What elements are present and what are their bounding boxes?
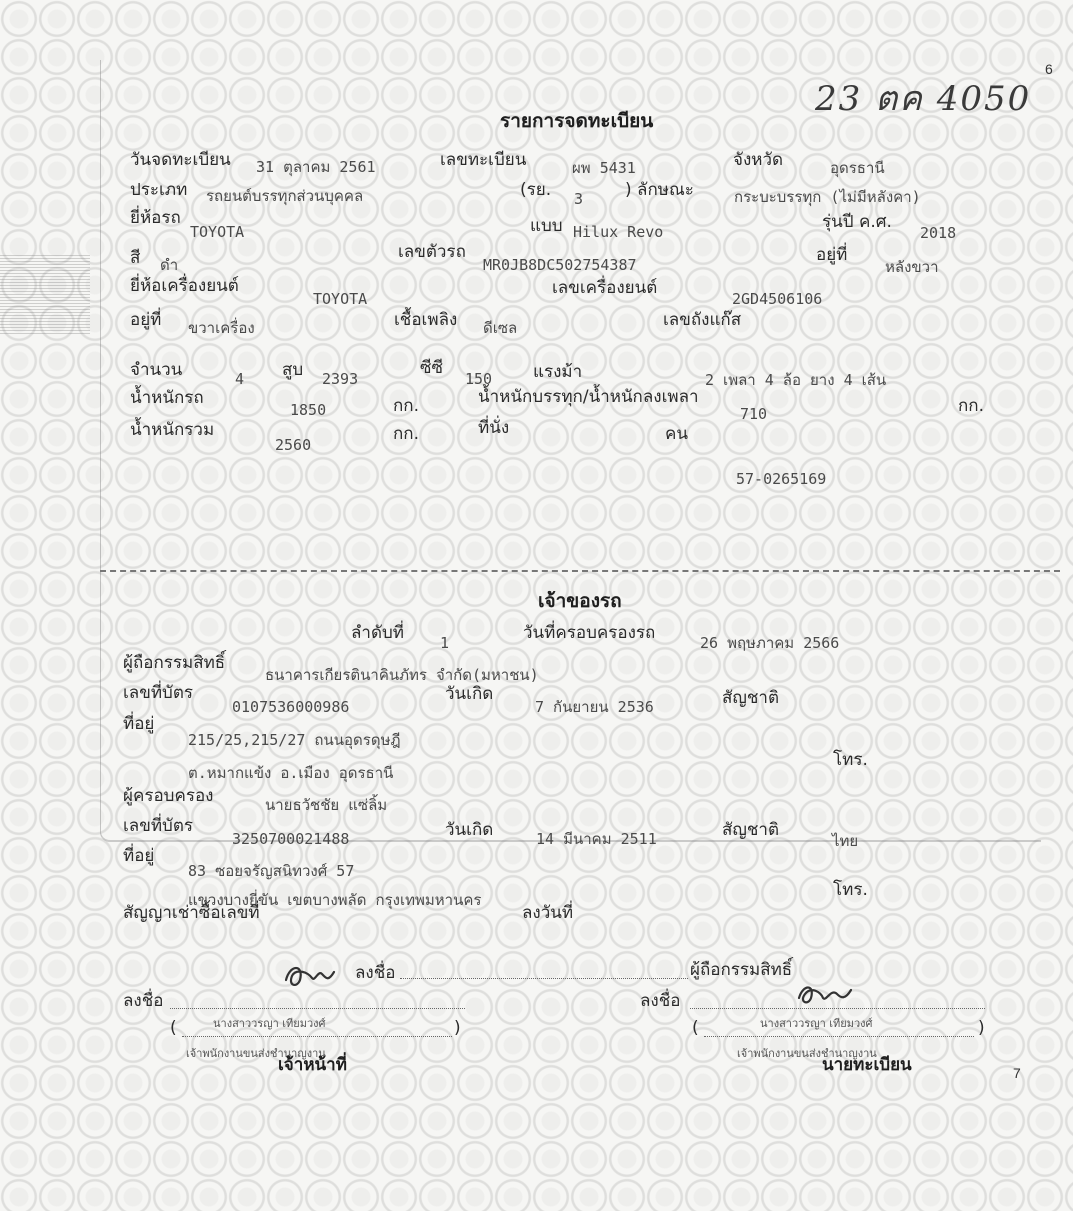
- year-value: 2018: [920, 224, 957, 242]
- holder-tel-label: โทร.: [833, 750, 868, 770]
- cylinder-value: 2393: [322, 370, 359, 388]
- holder-signature-mark: [282, 958, 344, 992]
- engine-number-value: 2GD4506106: [732, 290, 823, 308]
- weight-label: น้ำหนักรถ: [130, 388, 204, 408]
- type-label: ประเภท: [130, 180, 188, 200]
- ry-label: (รย.: [520, 180, 552, 200]
- color-value: ดำ: [160, 256, 179, 274]
- holder-id-value: 0107536000986: [232, 698, 350, 716]
- owner-heading: เจ้าของรถ: [538, 590, 622, 612]
- lease-date-label: ลงวันที่: [522, 903, 574, 923]
- holder-address-label: ที่อยู่: [123, 714, 155, 734]
- officer-name-line: [182, 1036, 452, 1037]
- possessor-address-line2: แขวงบางยี่ขัน เขตบางพลัด กรุงเทพมหานคร: [188, 891, 482, 909]
- model-label: แบบ: [530, 216, 563, 236]
- weight-unit: กก.: [393, 396, 419, 416]
- year-label: รุ่นปี ค.ศ.: [822, 212, 892, 232]
- holder-dob-value: 7 กันยายน 2536: [535, 698, 654, 716]
- lease-number-label: สัญญาเช่าซื้อเลขที่: [123, 903, 260, 923]
- possessor-id-label: เลขที่บัตร: [123, 816, 194, 836]
- cc-label: ซีซี: [420, 358, 444, 378]
- fuel-label: เชื้อเพลิง: [394, 310, 458, 330]
- gross-weight-label: น้ำหนักรวม: [130, 420, 215, 440]
- payload-unit: กก.: [958, 396, 984, 416]
- handwritten-date: 23 ตค 4050: [815, 79, 1032, 119]
- vin-value: MR0JB8DC502754387: [483, 256, 637, 274]
- possessor-label: ผู้ครอบครอง: [123, 786, 214, 806]
- style-label: ) ลักษณะ: [625, 180, 694, 200]
- possessor-dob-label: วันเกิด: [445, 820, 494, 840]
- holder-address-line1: 215/25,215/27 ถนนอุดรดุษฎี: [188, 731, 401, 749]
- province-value: อุดรธานี: [830, 159, 885, 177]
- officer-position: เจ้าพนักงานขนส่งชำนาญงาน: [186, 1047, 326, 1060]
- order-label: ลำดับที่: [351, 623, 405, 643]
- plate-value: ผพ 5431: [572, 159, 636, 177]
- province-label: จังหวัด: [733, 150, 784, 170]
- registrar-name-line: [704, 1036, 974, 1037]
- holder-sign-label: ลงชื่อ: [355, 963, 396, 983]
- style-value: กระบะบรรทุก (ไม่มีหลังคา): [734, 188, 921, 206]
- seats-unit: คน: [665, 424, 688, 444]
- order-value: 1: [440, 634, 450, 652]
- holder-dob-label: วันเกิด: [445, 684, 494, 704]
- model-value: Hilux Revo: [573, 223, 664, 241]
- engine-number-label: เลขเครื่องยนต์: [552, 278, 658, 298]
- engine-location-value: ขวาเครื่อง: [188, 319, 255, 337]
- type-value: รถยนต์บรรทุกส่วนบุคคล: [206, 187, 364, 205]
- plate-label: เลขทะเบียน: [440, 150, 527, 170]
- officer-sign-line: [170, 1008, 465, 1009]
- registrar-name-paren-close: ): [978, 1018, 985, 1038]
- officer-name-paren-close: ): [454, 1018, 461, 1038]
- holder-value: ธนาคารเกียรตินาคินภัทร จำกัด(มหาชน): [265, 666, 539, 684]
- document-serial: 57-0265169: [736, 470, 827, 488]
- registrar-signature-mark: [793, 978, 857, 1008]
- registrar-name-paren-open: (: [692, 1018, 699, 1038]
- possessor-dob-value: 14 มีนาคม 2511: [536, 830, 657, 848]
- gross-weight-value: 2560: [275, 436, 312, 454]
- page-number-bottom: 7: [1013, 1065, 1021, 1081]
- holder-id-label: เลขที่บัตร: [123, 683, 194, 703]
- engine-brand-label: ยี่ห้อเครื่องยนต์: [130, 276, 239, 296]
- registrar-role: นายทะเบียน: [822, 1055, 912, 1075]
- officer-name: นางสาววรญา เทียมวงศ์: [213, 1017, 326, 1030]
- holder-address-line2: ต.หมากแข้ง อ.เมือง อุดรธานี: [188, 764, 394, 782]
- officer-sign-label: ลงชื่อ: [123, 991, 164, 1011]
- reg-date-label: วันจดทะเบียน: [130, 150, 231, 170]
- possession-date-label: วันที่ครอบครองรถ: [523, 623, 656, 643]
- vin-label: เลขตัวรถ: [398, 242, 466, 262]
- page-number-top: 6: [1045, 61, 1053, 77]
- officer-role: เจ้าหน้าที่: [278, 1055, 347, 1075]
- payload-label: น้ำหนักบรรทุก/น้ำหนักลงเพลา: [478, 387, 699, 407]
- possessor-address-line1: 83 ซอยจรัญสนิทวงศ์ 57: [188, 862, 355, 880]
- holder-sign-line: [400, 978, 688, 979]
- color-label: สี: [130, 248, 141, 268]
- brand-value: TOYOTA: [190, 223, 245, 241]
- engine-brand-value: TOYOTA: [313, 290, 368, 308]
- holder-sign-role: ผู้ถือกรรมสิทธิ์: [690, 960, 793, 980]
- weight-value: 1850: [290, 401, 327, 419]
- gas-tank-label: เลขถังแก๊ส: [663, 310, 742, 330]
- cc-value: 150: [465, 370, 493, 388]
- gross-weight-unit: กก.: [393, 424, 419, 444]
- registrar-position: เจ้าพนักงานขนส่งชำนาญงาน: [737, 1047, 877, 1060]
- registrar-sign-label: ลงชื่อ: [640, 991, 681, 1011]
- possessor-id-value: 3250700021488: [232, 830, 350, 848]
- cylinder-label: สูบ: [282, 360, 304, 380]
- horsepower-label: แรงม้า: [533, 362, 583, 382]
- holder-nationality-label: สัญชาติ: [722, 688, 779, 708]
- count-label: จำนวน: [130, 360, 183, 380]
- seats-label: ที่นั่ง: [478, 418, 510, 438]
- scan-lines: [0, 255, 90, 335]
- possession-date-value: 26 พฤษภาคม 2566: [700, 634, 840, 652]
- payload-value: 710: [740, 405, 768, 423]
- officer-name-paren-open: (: [170, 1018, 177, 1038]
- vin-location-value: หลังขวา: [885, 258, 939, 276]
- page-frame: [100, 60, 1041, 842]
- ry-value: 3: [574, 190, 584, 208]
- registration-heading: รายการจดทะเบียน: [500, 110, 654, 132]
- section-divider: [100, 570, 1060, 572]
- possessor-tel-label: โทร.: [833, 880, 868, 900]
- holder-label: ผู้ถือกรรมสิทธิ์: [123, 653, 226, 673]
- possessor-address-label: ที่อยู่: [123, 846, 155, 866]
- possessor-value: นายธวัชชัย แซ่ลิ้ม: [265, 796, 388, 814]
- possessor-nationality-value: ไทย: [832, 832, 859, 850]
- vin-location-label: อยู่ที่: [816, 245, 848, 265]
- engine-location-label: อยู่ที่: [130, 310, 162, 330]
- brand-label: ยี่ห้อรถ: [130, 208, 181, 228]
- fuel-value: ดีเซล: [483, 319, 518, 337]
- registrar-name: นางสาววรญา เทียมวงศ์: [760, 1017, 873, 1030]
- axle-value: 2 เพลา 4 ล้อ ยาง 4 เส้น: [705, 371, 887, 389]
- possessor-nationality-label: สัญชาติ: [722, 820, 779, 840]
- count-value: 4: [235, 370, 245, 388]
- reg-date-value: 31 ตุลาคม 2561: [256, 158, 376, 176]
- registrar-sign-line: [690, 1008, 985, 1009]
